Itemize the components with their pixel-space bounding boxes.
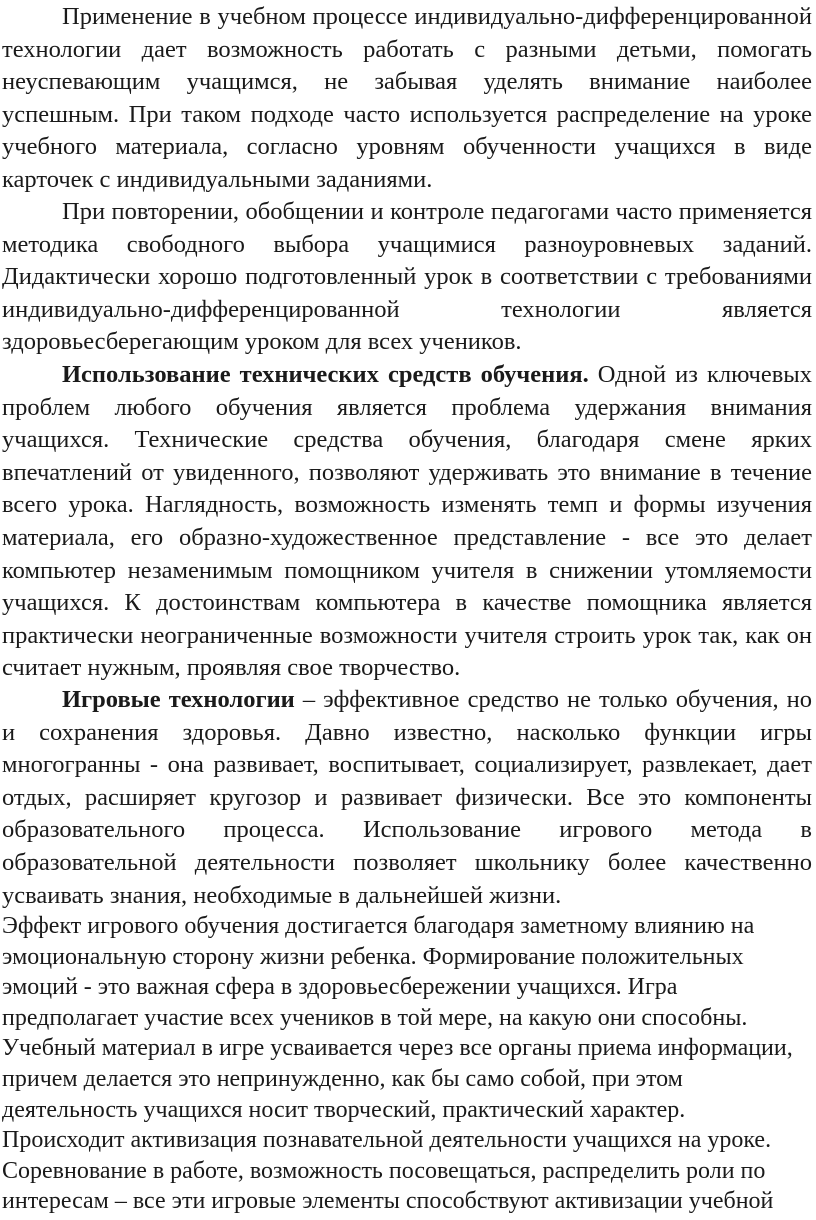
text-technical-means: Одной из ключевых проблем любого обучения является проблема удержания внимания учащихся. Технические средства обучения, благодаря смене ярких впечатлений от увиденного, позволяют удерживать это внимание в течение всего урока. Наглядность, возможность изменять темп и формы изучения материала, его образно-художественное представление - все это делает компьютер незаменимым помощником учителя в снижении утомляемости учащихся. К достоинствам компьютера в качестве помощника является практически неограниченные возможности учителя строить урок так, как он считает нужным, проявляя свое творчество. (2, 361, 813, 682)
paragraph-game-learning-effect: Эффект игрового обучения достигается благодаря заметному влиянию на эмоциональную сторону жизни ребенка. Формирование положительных эмоций - это важная сфера в здоровьесбережении учащихся. Игра предполагает участие всех учеников в той мере, на какую они способны. Учебный материал в игре усваивается через все органы приема информации, причем делается это непринужденно, как бы само собой, при этом деятельность учащихся носит творческий, практический характер. Происходит активизация познавательной деятельности учащихся на уроке. Соревнование в работе, возможность посовещаться, распределить роли по интересам – все эти игровые элементы способствуют активизации учебной (2, 913, 793, 1215)
heading-game-technologies: Игровые технологии (62, 686, 295, 713)
paragraph-free-choice-tasks: При повторении, обобщении и контроле педагогами часто применяется методика свободного выбора учащимися разноуровневых заданий. Дидактически хорошо подготовленный урок в соответствии с требованиями индивидуально-дифференцированной технологии является здоровьесберегающим уроком для всех учеников. (2, 198, 812, 356)
paragraph-game-technologies (2, 684, 812, 912)
text-game-technologies: – эффективное средство не только обучения, но и сохранения здоровья. Давно известно, насколько функции игры многогранны - она развивает, воспитывает, социализирует, развлекает, дает отдых, расширяет кругозор и развивает физически. Все это компоненты образовательного процесса. Использование игрового метода в образовательной деятельности позволяет школьнику более качественно усваивать знания, необходимые в дальнейшей жизни. (2, 686, 812, 909)
heading-technical-means: Использование технических средств обучения. (62, 361, 589, 388)
paragraph-technical-means (2, 359, 812, 685)
paragraph-individual-technology: Применение в учебном процессе индивидуально-дифференцированной технологии дает возможность работать с разными детьми, помогать неуспевающим учащимся, не забывая уделять внимание наиболее успешным. При таком подходе часто используется распределение на уроке учебного материала, согласно уровням обученности учащихся в виде карточек с индивидуальными заданиями. (2, 3, 812, 193)
